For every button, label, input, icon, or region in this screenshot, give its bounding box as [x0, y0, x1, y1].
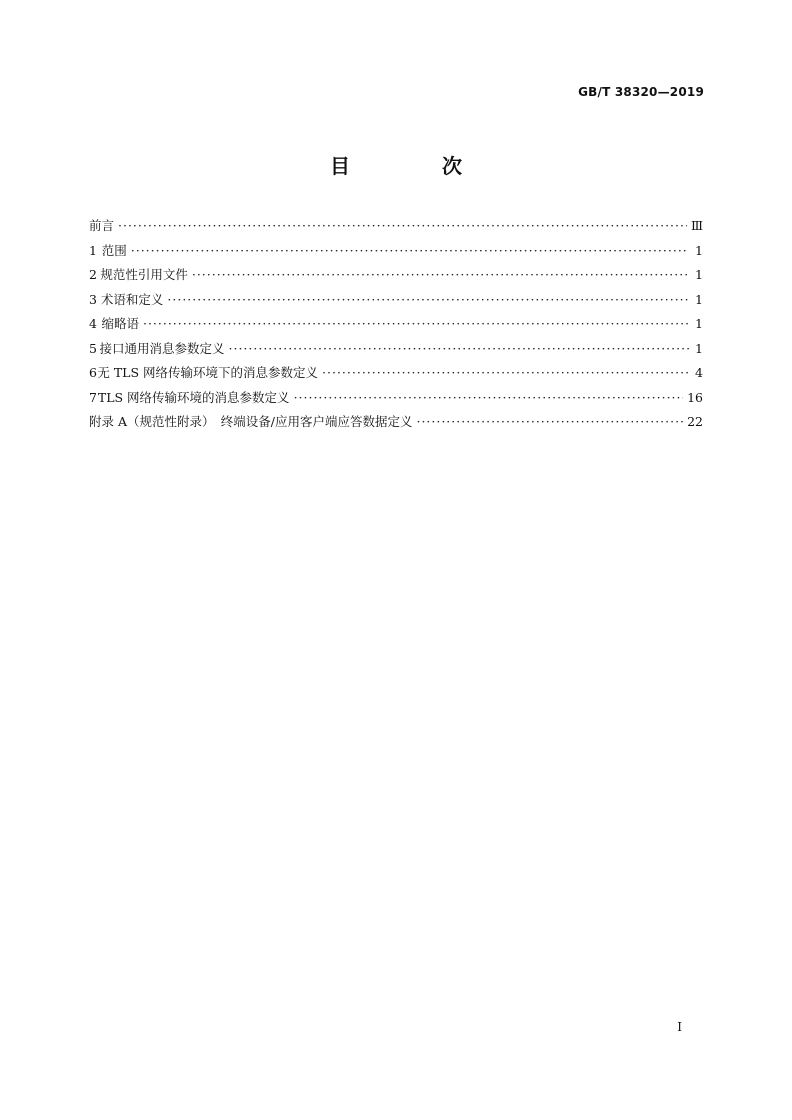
toc-entry-label: 规范性引用文件: [100, 267, 188, 282]
toc-entry-non-tls-params[interactable]: [89, 363, 703, 388]
toc-leader-dots: [192, 267, 689, 282]
toc-entry-page: 1: [695, 267, 703, 282]
toc-leader-dots: [131, 243, 689, 258]
toc-entry-scope[interactable]: [89, 241, 703, 266]
toc-entry-tls-params[interactable]: [89, 388, 703, 413]
toc-entry-number: 1: [89, 242, 97, 258]
toc-entry-page: 16: [687, 389, 703, 405]
toc-entry-label: 缩略语: [101, 316, 139, 331]
toc-entry-label: 前言: [89, 218, 115, 233]
toc-entry-page: 1: [695, 242, 703, 258]
toc-entry-label: TLS 网络传输环境的消息参数定义: [97, 389, 290, 405]
page-number: Ⅰ: [677, 1020, 682, 1034]
toc-entry-page: 1: [695, 316, 703, 331]
toc-entry-label: 附录 A（规范性附录） 终端设备/应用客户端应答数据定义: [89, 414, 413, 429]
toc-entry-number: 2: [89, 267, 97, 282]
toc-entry-label: 术语和定义: [100, 291, 164, 307]
toc-entry-page: 4: [695, 365, 703, 380]
toc-entry-label: 范围: [101, 242, 127, 258]
toc-entry-terms[interactable]: [89, 290, 703, 315]
toc-entry-appendix-a[interactable]: [89, 412, 703, 437]
toc-entry-page: 1: [695, 340, 703, 356]
toc-leader-dots: [167, 292, 689, 307]
toc-entry-page: Ⅲ: [690, 218, 703, 233]
toc-leader-dots: [294, 390, 684, 405]
toc-leader-dots: [118, 218, 687, 233]
toc-title: 目 次: [330, 154, 498, 178]
toc-entry-page: 22: [687, 414, 703, 429]
standard-code: GB/T 38320—2019: [578, 85, 704, 99]
toc-entry-normative-references[interactable]: [89, 265, 703, 290]
toc-entry-label: 无 TLS 网络传输环境下的消息参数定义: [97, 365, 319, 380]
toc-entry-interface-params[interactable]: [89, 339, 703, 364]
toc-leader-dots: [229, 341, 689, 356]
toc-entry-label: 接口通用消息参数定义: [99, 340, 225, 356]
toc-entry-page: 1: [695, 291, 703, 307]
toc-leader-dots: [143, 316, 689, 331]
toc-entry-number: 3: [89, 291, 97, 307]
toc-entry-foreword[interactable]: [89, 216, 703, 241]
toc-leader-dots: [322, 365, 689, 380]
toc-entry-number: 4: [89, 316, 97, 331]
toc-entry-number: 5: [89, 340, 97, 356]
toc-list: [89, 216, 703, 437]
toc-entry-abbreviations[interactable]: [89, 314, 703, 339]
toc-entry-number: 7: [89, 389, 97, 405]
toc-entry-number: 6: [89, 365, 97, 380]
toc-leader-dots: [416, 414, 683, 429]
